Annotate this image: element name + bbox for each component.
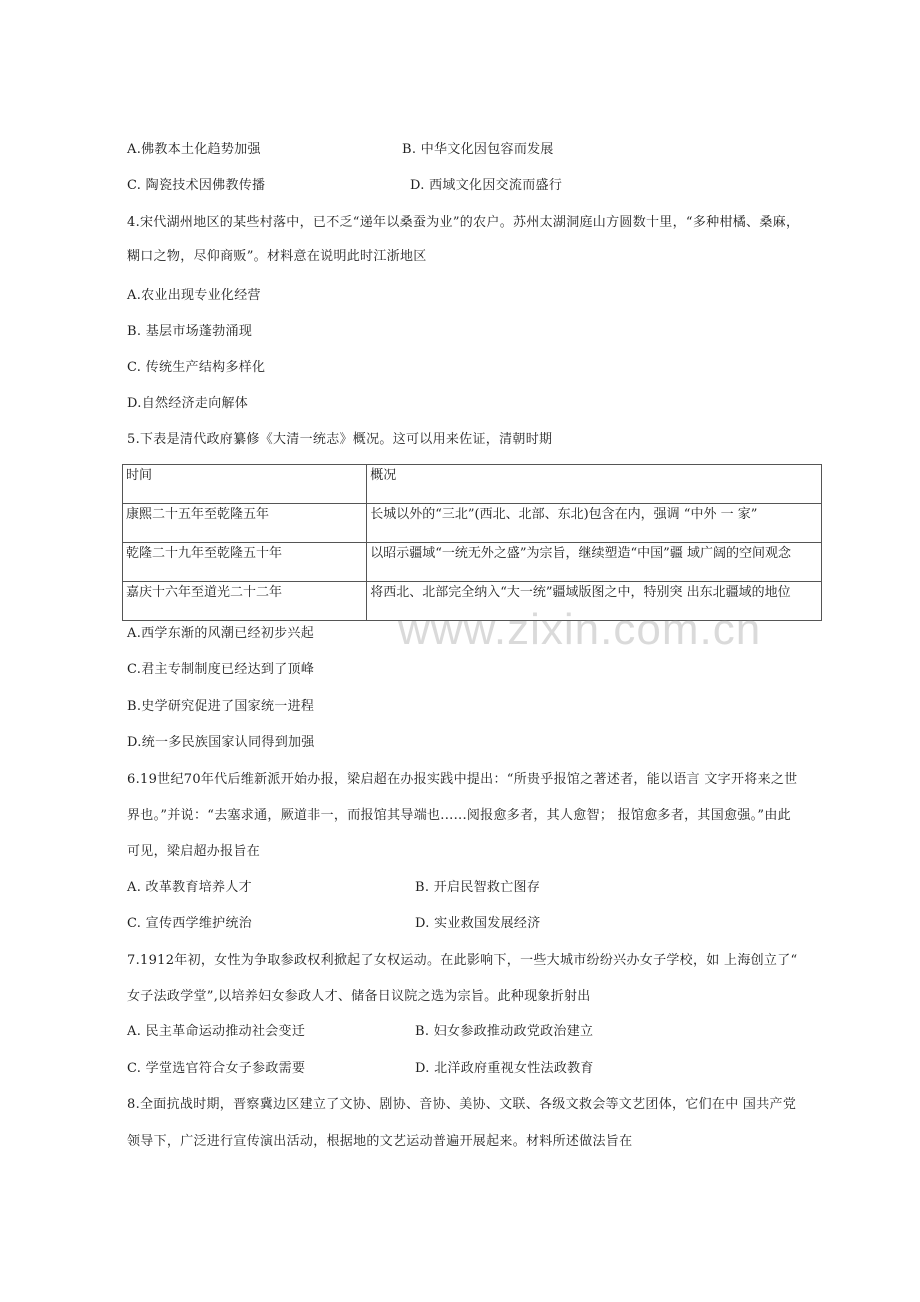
table-cell-overview: 长城以外的“三北”(西北、北部、东北)包含在内，强调 “中外 一 家” xyxy=(367,504,822,543)
table-row xyxy=(123,504,822,543)
q4-stem-line2: 糊口之物，尽仰商贩”。材料意在说明此时江浙地区 xyxy=(127,249,427,264)
q3-option-c: C. 陶瓷技术因佛教传播 xyxy=(127,178,266,193)
table-cell-overview: 以昭示疆域“一统无外之盛”为宗旨，继续塑造“中国”疆 域广阔的空间观念 xyxy=(367,543,822,582)
q7-stem-line2: 女子法政学堂”,以培养妇女参政人才、储备日议院之选为宗旨。此种现象折射出 xyxy=(127,989,591,1004)
table-cell-time: 乾隆二十九年至乾隆五十年 xyxy=(123,543,367,582)
q7-option-b: B. 妇女参政推动政党政治建立 xyxy=(415,1024,594,1039)
q5-stem: 5.下表是清代政府纂修《大清一统志》概况。这可以用来佐证，清朝时期 xyxy=(127,432,553,447)
q3-option-b: B. 中华文化因包容而发展 xyxy=(402,142,554,157)
q7-option-a: A. 民主革命运动推动社会变迁 xyxy=(127,1024,306,1039)
table-cell-time: 嘉庆十六年至道光二十二年 xyxy=(123,582,367,621)
q7-stem-line1: 7.1912年初，女性为争取参政权利掀起了女权运动。在此影响下，一些大城市纷纷兴办女子学校，如 上海创立了“ xyxy=(127,953,798,968)
table-cell-time: 康熙二十五年至乾隆五年 xyxy=(123,504,367,543)
q6-option-c: C. 宣传西学维护统治 xyxy=(127,916,253,931)
q7-option-c: C. 学堂选官符合女子参政需要 xyxy=(127,1061,306,1076)
q5-option-d: D.统一多民族国家认同得到加强 xyxy=(127,735,315,750)
q6-stem-line1: 6.19世纪70年代后维新派开始办报，梁启超在办报实践中提出：“所贵乎报馆之著述者，能以语言 文字开将来之世 xyxy=(127,772,798,787)
q5-option-c: C.君主专制制度已经达到了顶峰 xyxy=(127,662,315,677)
q8-stem-line1: 8.全面抗战时期，晋察冀边区建立了文协、剧协、音协、美协、文联、各级文救会等文艺团体，它们在中 国共产党 xyxy=(127,1097,797,1112)
q8-stem-line2: 领导下，广泛进行宣传演出活动，根据地的文艺运动普遍开展起来。材料所述做法旨在 xyxy=(127,1134,633,1149)
q5-overview-table xyxy=(122,464,822,621)
q4-option-d: D.自然经济走向解体 xyxy=(127,396,249,411)
q4-stem-line1: 4.宋代湖州地区的某些村落中，已不乏“递年以桑蚕为业”的农户。苏州太湖洞庭山方圆数十里，“多种柑橘、桑麻， xyxy=(127,215,800,230)
q6-stem-line2: 界也。”并说：“去塞求通，厥道非一，而报馆其导端也......阅报愈多者，其人愈智； 报馆愈多者，其国愈强。”由此 xyxy=(127,808,791,823)
table-header-row xyxy=(123,465,822,504)
q4-option-a: A.农业出现专业化经营 xyxy=(127,288,261,303)
table-header-time: 时间 xyxy=(123,465,367,504)
q3-option-a: A.佛教本土化趋势加强 xyxy=(127,142,261,157)
table-header-overview: 概况 xyxy=(367,465,822,504)
table-cell-overview: 将西北、北部完全纳入“大一统”疆域版图之中，特别突 出东北疆域的地位 xyxy=(367,582,822,621)
q4-option-c: C. 传统生产结构多样化 xyxy=(127,360,266,375)
q6-stem-line3: 可见，梁启超办报旨在 xyxy=(127,844,261,859)
q6-option-a: A. 改革教育培养人才 xyxy=(127,880,252,895)
q4-option-b: B. 基层市场蓬勃涌现 xyxy=(127,324,253,339)
q3-option-d: D. 西域文化因交流而盛行 xyxy=(410,178,563,193)
q6-option-d: D. 实业救国发展经济 xyxy=(415,916,541,931)
q5-option-b: B.史学研究促进了国家统一进程 xyxy=(127,699,315,714)
watermark-text: www.zixin.com.cn xyxy=(398,605,762,654)
q6-option-b: B. 开启民智救亡图存 xyxy=(415,880,541,895)
q5-option-a: A.西学东渐的风潮已经初步兴起 xyxy=(127,626,315,641)
table-row xyxy=(123,543,822,582)
q7-option-d: D. 北洋政府重视女性法政教育 xyxy=(415,1061,594,1076)
